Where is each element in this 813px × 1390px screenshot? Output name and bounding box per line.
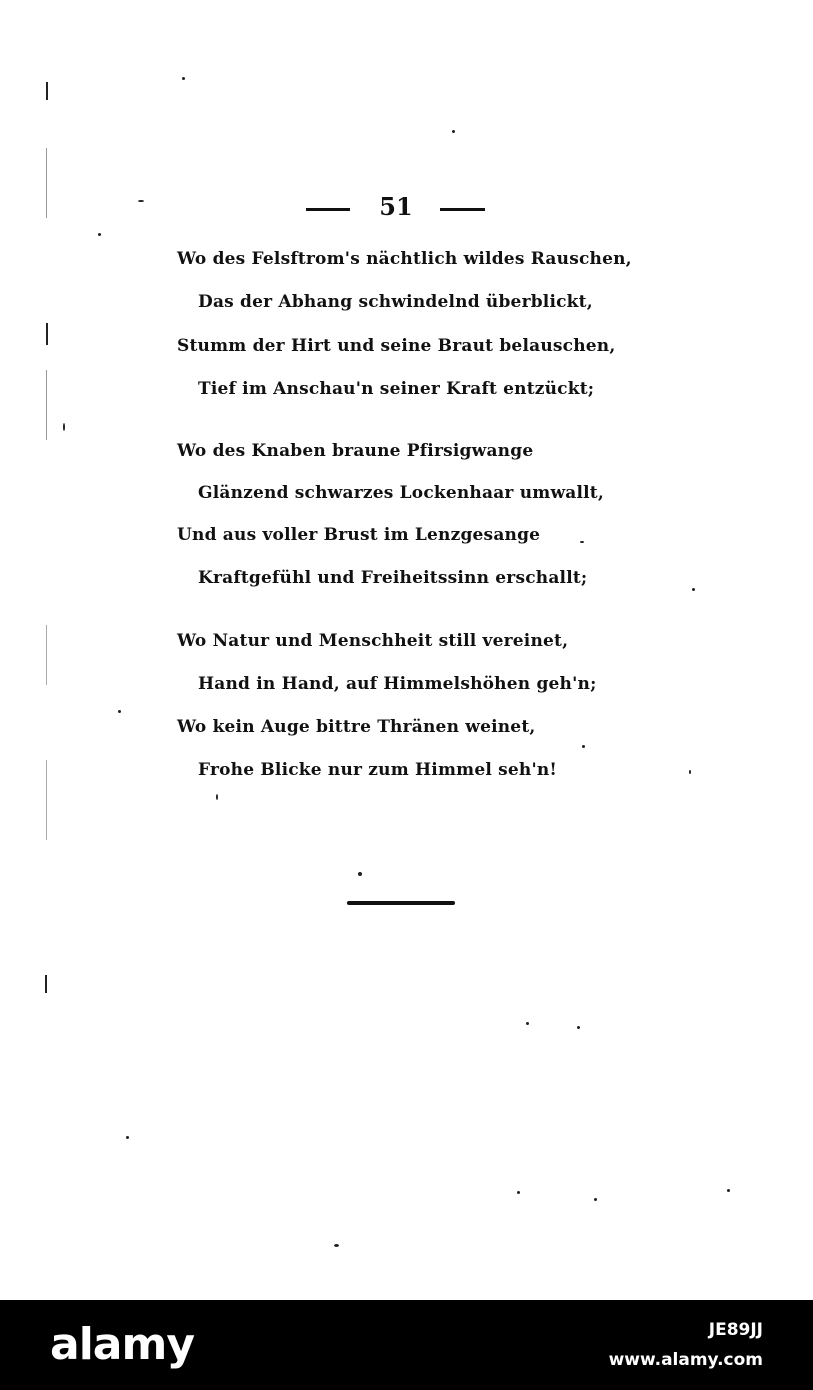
poem-line: Wo des Felsftrom's nächtlich wildes Rauschen,: [177, 249, 632, 269]
paper-speck: [216, 794, 218, 800]
poem-line: Hand in Hand, auf Himmelshöhen geh'n;: [198, 674, 597, 694]
image-id-label: JE89JJ: [708, 1320, 763, 1340]
paper-speck: [582, 745, 585, 748]
poem-line: Tief im Anschau'n seiner Kraft entzückt;: [198, 379, 595, 399]
site-url-label: www.alamy.com: [608, 1350, 763, 1370]
paper-speck: [692, 588, 695, 591]
header-rule-left: [306, 208, 350, 211]
poem-line: Glänzend schwarzes Lockenhaar umwallt,: [198, 483, 604, 503]
poem-line: Kraftgefühl und Freiheitssinn erschallt;: [198, 568, 588, 588]
poem-line: Wo Natur und Menschheit still vereinet,: [177, 631, 569, 651]
page-number: 51: [379, 192, 413, 221]
paper-speck: [517, 1191, 520, 1194]
end-ornament-rule: [347, 901, 455, 905]
poem-line: Wo des Knaben braune Pfirsigwange: [177, 441, 534, 461]
paper-speck: [580, 541, 584, 543]
scan-edge-mark: [46, 370, 47, 440]
paper-speck: [452, 130, 455, 133]
poem-line: Frohe Blicke nur zum Himmel seh'n!: [198, 760, 558, 780]
paper-speck: [358, 872, 362, 876]
paper-speck: [126, 1136, 129, 1139]
alamy-logo: alamy: [50, 1319, 194, 1370]
paper-speck: [577, 1026, 580, 1029]
scan-edge-mark: [46, 323, 48, 345]
paper-speck: [727, 1189, 730, 1192]
paper-speck: [334, 1244, 339, 1247]
paper-speck: [594, 1198, 597, 1201]
paper-speck: [689, 770, 691, 774]
paper-speck: [63, 423, 65, 431]
header-rule-right: [440, 208, 485, 211]
poem-line: Das der Abhang schwindelnd überblickt,: [198, 292, 593, 312]
scan-edge-mark: [46, 82, 48, 100]
scan-edge-mark: [46, 760, 47, 840]
poem-line: Und aus voller Brust im Lenzgesange: [177, 525, 541, 545]
paper-speck: [118, 710, 121, 713]
paper-speck: [526, 1022, 529, 1025]
paper-speck: [182, 77, 185, 80]
paper-speck: [138, 200, 144, 202]
watermark-footer-bar: [0, 1300, 813, 1390]
paper-speck: [98, 233, 101, 236]
poem-line: Stumm der Hirt und seine Braut belauschen,: [177, 336, 616, 356]
scan-edge-mark: [46, 148, 47, 218]
poem-line: Wo kein Auge bittre Thränen weinet,: [177, 717, 536, 737]
scan-edge-mark: [45, 975, 47, 993]
scan-edge-mark: [46, 625, 47, 685]
